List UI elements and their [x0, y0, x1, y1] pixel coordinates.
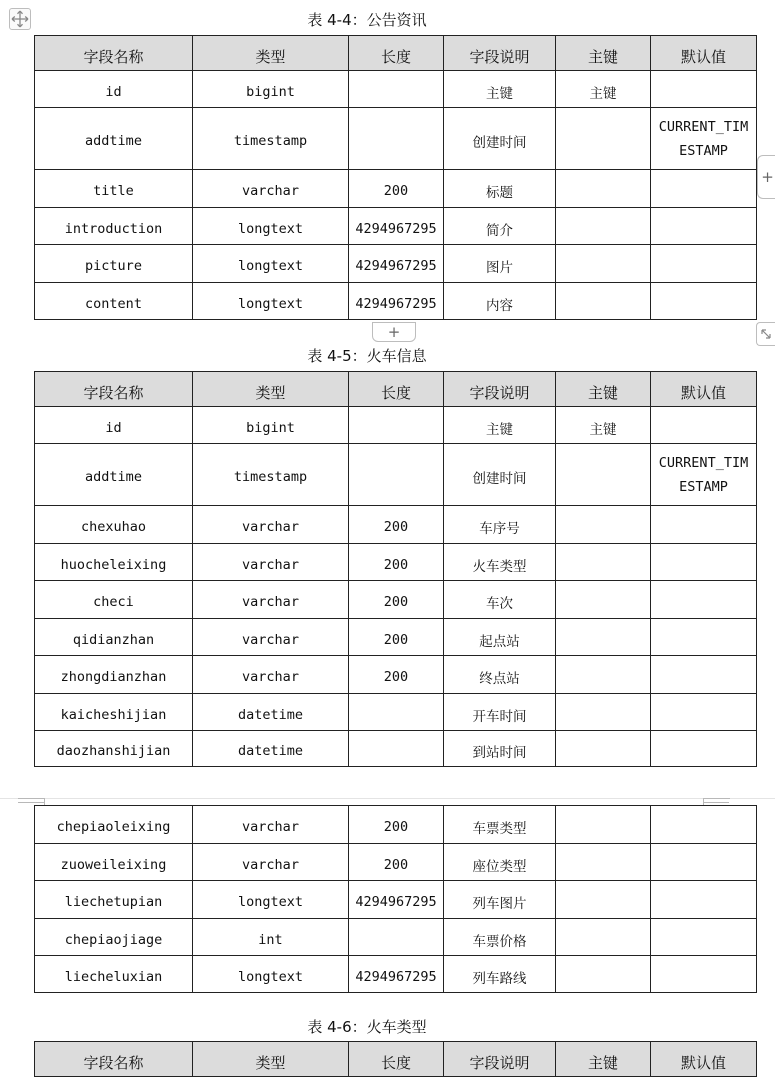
- cell-description[interactable]: 火车类型: [444, 544, 556, 581]
- table-caption: 表 4-4：公告资讯: [307, 11, 427, 29]
- cell-type[interactable]: bigint: [193, 71, 349, 108]
- table-header-row: [35, 372, 757, 407]
- cell-primary-key[interactable]: 主键: [556, 407, 651, 444]
- add-column-button[interactable]: +: [757, 155, 775, 199]
- cell-primary-key[interactable]: [556, 544, 651, 581]
- cell-description[interactable]: 车序号: [444, 506, 556, 544]
- cell-type[interactable]: bigint: [193, 407, 349, 444]
- table-train-info: [34, 371, 757, 767]
- cell-type[interactable]: longtext: [193, 245, 349, 283]
- cell-field-name[interactable]: liechetupian: [35, 881, 193, 919]
- crop-mark: [18, 798, 45, 805]
- header-field-name[interactable]: 字段名称: [35, 36, 193, 71]
- cell-length[interactable]: 200: [349, 170, 444, 208]
- cell-primary-key[interactable]: [556, 208, 651, 245]
- cell-description[interactable]: 创建时间: [444, 108, 556, 170]
- cell-field-name[interactable]: checi: [35, 581, 193, 619]
- table-row: [35, 956, 757, 993]
- cell-type[interactable]: longtext: [193, 881, 349, 919]
- table-train-type: [34, 1041, 757, 1077]
- header-default[interactable]: 默认值: [651, 1042, 757, 1077]
- table-row: [35, 544, 757, 581]
- header-default[interactable]: 默认值: [651, 372, 757, 407]
- table-row: [35, 844, 757, 881]
- header-field-name[interactable]: 字段名称: [35, 372, 193, 407]
- cell-type[interactable]: varchar: [193, 844, 349, 881]
- cell-description[interactable]: 车票类型: [444, 806, 556, 844]
- cell-primary-key[interactable]: [556, 444, 651, 506]
- cell-primary-key[interactable]: [556, 731, 651, 767]
- table-row: [35, 694, 757, 731]
- cell-default[interactable]: [651, 619, 757, 656]
- cell-field-name[interactable]: zuoweileixing: [35, 844, 193, 881]
- cell-length[interactable]: [349, 919, 444, 956]
- header-length[interactable]: 长度: [349, 36, 444, 71]
- cell-length[interactable]: 200: [349, 656, 444, 694]
- crop-mark: [703, 798, 730, 805]
- cell-default[interactable]: [651, 694, 757, 731]
- cell-type[interactable]: varchar: [193, 506, 349, 544]
- cell-field-name[interactable]: daozhanshijian: [35, 731, 193, 767]
- header-description[interactable]: 字段说明: [444, 36, 556, 71]
- cell-type[interactable]: varchar: [193, 581, 349, 619]
- cell-description[interactable]: 终点站: [444, 656, 556, 694]
- table-row: [35, 283, 757, 320]
- header-type[interactable]: 类型: [193, 36, 349, 71]
- table-row: [35, 108, 757, 170]
- cell-field-name[interactable]: huocheleixing: [35, 544, 193, 581]
- cell-field-name[interactable]: liecheluxian: [35, 956, 193, 993]
- table-caption: 表 4-6：火车类型: [307, 1018, 427, 1036]
- cell-type[interactable]: int: [193, 919, 349, 956]
- add-row-button[interactable]: +: [372, 322, 416, 342]
- header-type[interactable]: 类型: [193, 1042, 349, 1077]
- table-row: [35, 170, 757, 208]
- cell-type[interactable]: longtext: [193, 956, 349, 993]
- table-header-row: [35, 36, 757, 71]
- cell-description[interactable]: 内容: [444, 283, 556, 320]
- cell-primary-key[interactable]: [556, 694, 651, 731]
- cell-type[interactable]: varchar: [193, 806, 349, 844]
- cell-field-name[interactable]: introduction: [35, 208, 193, 245]
- cell-length[interactable]: [349, 108, 444, 170]
- cell-field-name[interactable]: qidianzhan: [35, 619, 193, 656]
- cell-length[interactable]: 200: [349, 506, 444, 544]
- cell-default[interactable]: [651, 919, 757, 956]
- cell-default[interactable]: [651, 71, 757, 108]
- cell-default[interactable]: [651, 656, 757, 694]
- cell-type[interactable]: timestamp: [193, 108, 349, 170]
- cell-field-name[interactable]: title: [35, 170, 193, 208]
- cell-description[interactable]: 列车路线: [444, 956, 556, 993]
- table-row: [35, 245, 757, 283]
- cell-default[interactable]: [651, 581, 757, 619]
- header-length[interactable]: 长度: [349, 372, 444, 407]
- cell-field-name[interactable]: addtime: [35, 108, 193, 170]
- cell-default[interactable]: [651, 170, 757, 208]
- cell-type[interactable]: datetime: [193, 694, 349, 731]
- table-row: [35, 806, 757, 844]
- cell-default[interactable]: [651, 544, 757, 581]
- cell-default[interactable]: [651, 506, 757, 544]
- cell-default[interactable]: CURRENT_TIMESTAMP: [651, 444, 757, 506]
- cell-default[interactable]: [651, 844, 757, 881]
- header-field-name[interactable]: 字段名称: [35, 1042, 193, 1077]
- cell-type[interactable]: timestamp: [193, 444, 349, 506]
- table-row: [35, 881, 757, 919]
- header-description[interactable]: 字段说明: [444, 1042, 556, 1077]
- cell-description[interactable]: 到站时间: [444, 731, 556, 767]
- cell-length[interactable]: 4294967295: [349, 881, 444, 919]
- cell-description[interactable]: 车次: [444, 581, 556, 619]
- cell-field-name[interactable]: chepiaojiage: [35, 919, 193, 956]
- cell-description[interactable]: 简介: [444, 208, 556, 245]
- cell-field-name[interactable]: chexuhao: [35, 506, 193, 544]
- cell-primary-key[interactable]: 主键: [556, 71, 651, 108]
- cell-default[interactable]: CURRENT_TIMESTAMP: [651, 108, 757, 170]
- table-row: [35, 581, 757, 619]
- cell-type[interactable]: varchar: [193, 656, 349, 694]
- cell-length[interactable]: 4294967295: [349, 208, 444, 245]
- cell-default[interactable]: [651, 881, 757, 919]
- cell-length[interactable]: 200: [349, 844, 444, 881]
- cell-primary-key[interactable]: [556, 956, 651, 993]
- cell-description[interactable]: 主键: [444, 407, 556, 444]
- cell-description[interactable]: 车票价格: [444, 919, 556, 956]
- table-row: [35, 731, 757, 767]
- cell-default[interactable]: [651, 283, 757, 320]
- cell-length[interactable]: 200: [349, 806, 444, 844]
- cell-default[interactable]: [651, 731, 757, 767]
- cell-description[interactable]: 座位类型: [444, 844, 556, 881]
- cell-length[interactable]: [349, 71, 444, 108]
- cell-length[interactable]: 4294967295: [349, 956, 444, 993]
- cell-description[interactable]: 起点站: [444, 619, 556, 656]
- cell-field-name[interactable]: content: [35, 283, 193, 320]
- table-row: [35, 619, 757, 656]
- cell-primary-key[interactable]: [556, 806, 651, 844]
- cell-primary-key[interactable]: [556, 506, 651, 544]
- cell-default[interactable]: [651, 208, 757, 245]
- cell-field-name[interactable]: chepiaoleixing: [35, 806, 193, 844]
- cell-field-name[interactable]: id: [35, 407, 193, 444]
- table-row: [35, 506, 757, 544]
- cell-primary-key[interactable]: [556, 656, 651, 694]
- cell-primary-key[interactable]: [556, 170, 651, 208]
- header-primary-key[interactable]: 主键: [556, 1042, 651, 1077]
- cell-primary-key[interactable]: [556, 283, 651, 320]
- cell-type[interactable]: varchar: [193, 170, 349, 208]
- cell-type[interactable]: varchar: [193, 619, 349, 656]
- table-row: [35, 208, 757, 245]
- cell-primary-key[interactable]: [556, 581, 651, 619]
- cell-length[interactable]: [349, 694, 444, 731]
- table-header-row: [35, 1042, 757, 1077]
- cell-field-name[interactable]: picture: [35, 245, 193, 283]
- header-primary-key[interactable]: 主键: [556, 36, 651, 71]
- cell-length[interactable]: 200: [349, 581, 444, 619]
- cell-primary-key[interactable]: [556, 619, 651, 656]
- cell-type[interactable]: longtext: [193, 283, 349, 320]
- table-row: [35, 71, 757, 108]
- cell-type[interactable]: datetime: [193, 731, 349, 767]
- cell-default[interactable]: [651, 956, 757, 993]
- table-row: [35, 656, 757, 694]
- cell-length[interactable]: 4294967295: [349, 245, 444, 283]
- cell-type[interactable]: longtext: [193, 208, 349, 245]
- table-train-info-continued: [34, 805, 757, 993]
- table-caption: 表 4-5：火车信息: [307, 347, 427, 365]
- header-length[interactable]: 长度: [349, 1042, 444, 1077]
- cell-length[interactable]: 200: [349, 544, 444, 581]
- page-break-divider: [0, 798, 775, 799]
- cell-default[interactable]: [651, 245, 757, 283]
- table-resize-handle-icon[interactable]: [756, 322, 775, 346]
- cell-description[interactable]: 列车图片: [444, 881, 556, 919]
- cell-field-name[interactable]: kaicheshijian: [35, 694, 193, 731]
- cell-primary-key[interactable]: [556, 844, 651, 881]
- cell-description[interactable]: 标题: [444, 170, 556, 208]
- header-primary-key[interactable]: 主键: [556, 372, 651, 407]
- cell-primary-key[interactable]: [556, 919, 651, 956]
- cell-default[interactable]: [651, 407, 757, 444]
- header-description[interactable]: 字段说明: [444, 372, 556, 407]
- cell-field-name[interactable]: zhongdianzhan: [35, 656, 193, 694]
- cell-field-name[interactable]: addtime: [35, 444, 193, 506]
- table-row: [35, 919, 757, 956]
- cell-primary-key[interactable]: [556, 108, 651, 170]
- header-type[interactable]: 类型: [193, 372, 349, 407]
- table-row: [35, 444, 757, 506]
- cell-primary-key[interactable]: [556, 245, 651, 283]
- cell-field-name[interactable]: id: [35, 71, 193, 108]
- cell-type[interactable]: varchar: [193, 544, 349, 581]
- cell-description[interactable]: 主键: [444, 71, 556, 108]
- header-default[interactable]: 默认值: [651, 36, 757, 71]
- cell-primary-key[interactable]: [556, 881, 651, 919]
- cell-length[interactable]: [349, 444, 444, 506]
- table-row: [35, 407, 757, 444]
- cell-length[interactable]: 200: [349, 619, 444, 656]
- cell-length[interactable]: [349, 731, 444, 767]
- cell-default[interactable]: [651, 806, 757, 844]
- table-announcements: [34, 35, 757, 320]
- cell-description[interactable]: 创建时间: [444, 444, 556, 506]
- cell-length[interactable]: 4294967295: [349, 283, 444, 320]
- cell-description[interactable]: 图片: [444, 245, 556, 283]
- cell-description[interactable]: 开车时间: [444, 694, 556, 731]
- cell-length[interactable]: [349, 407, 444, 444]
